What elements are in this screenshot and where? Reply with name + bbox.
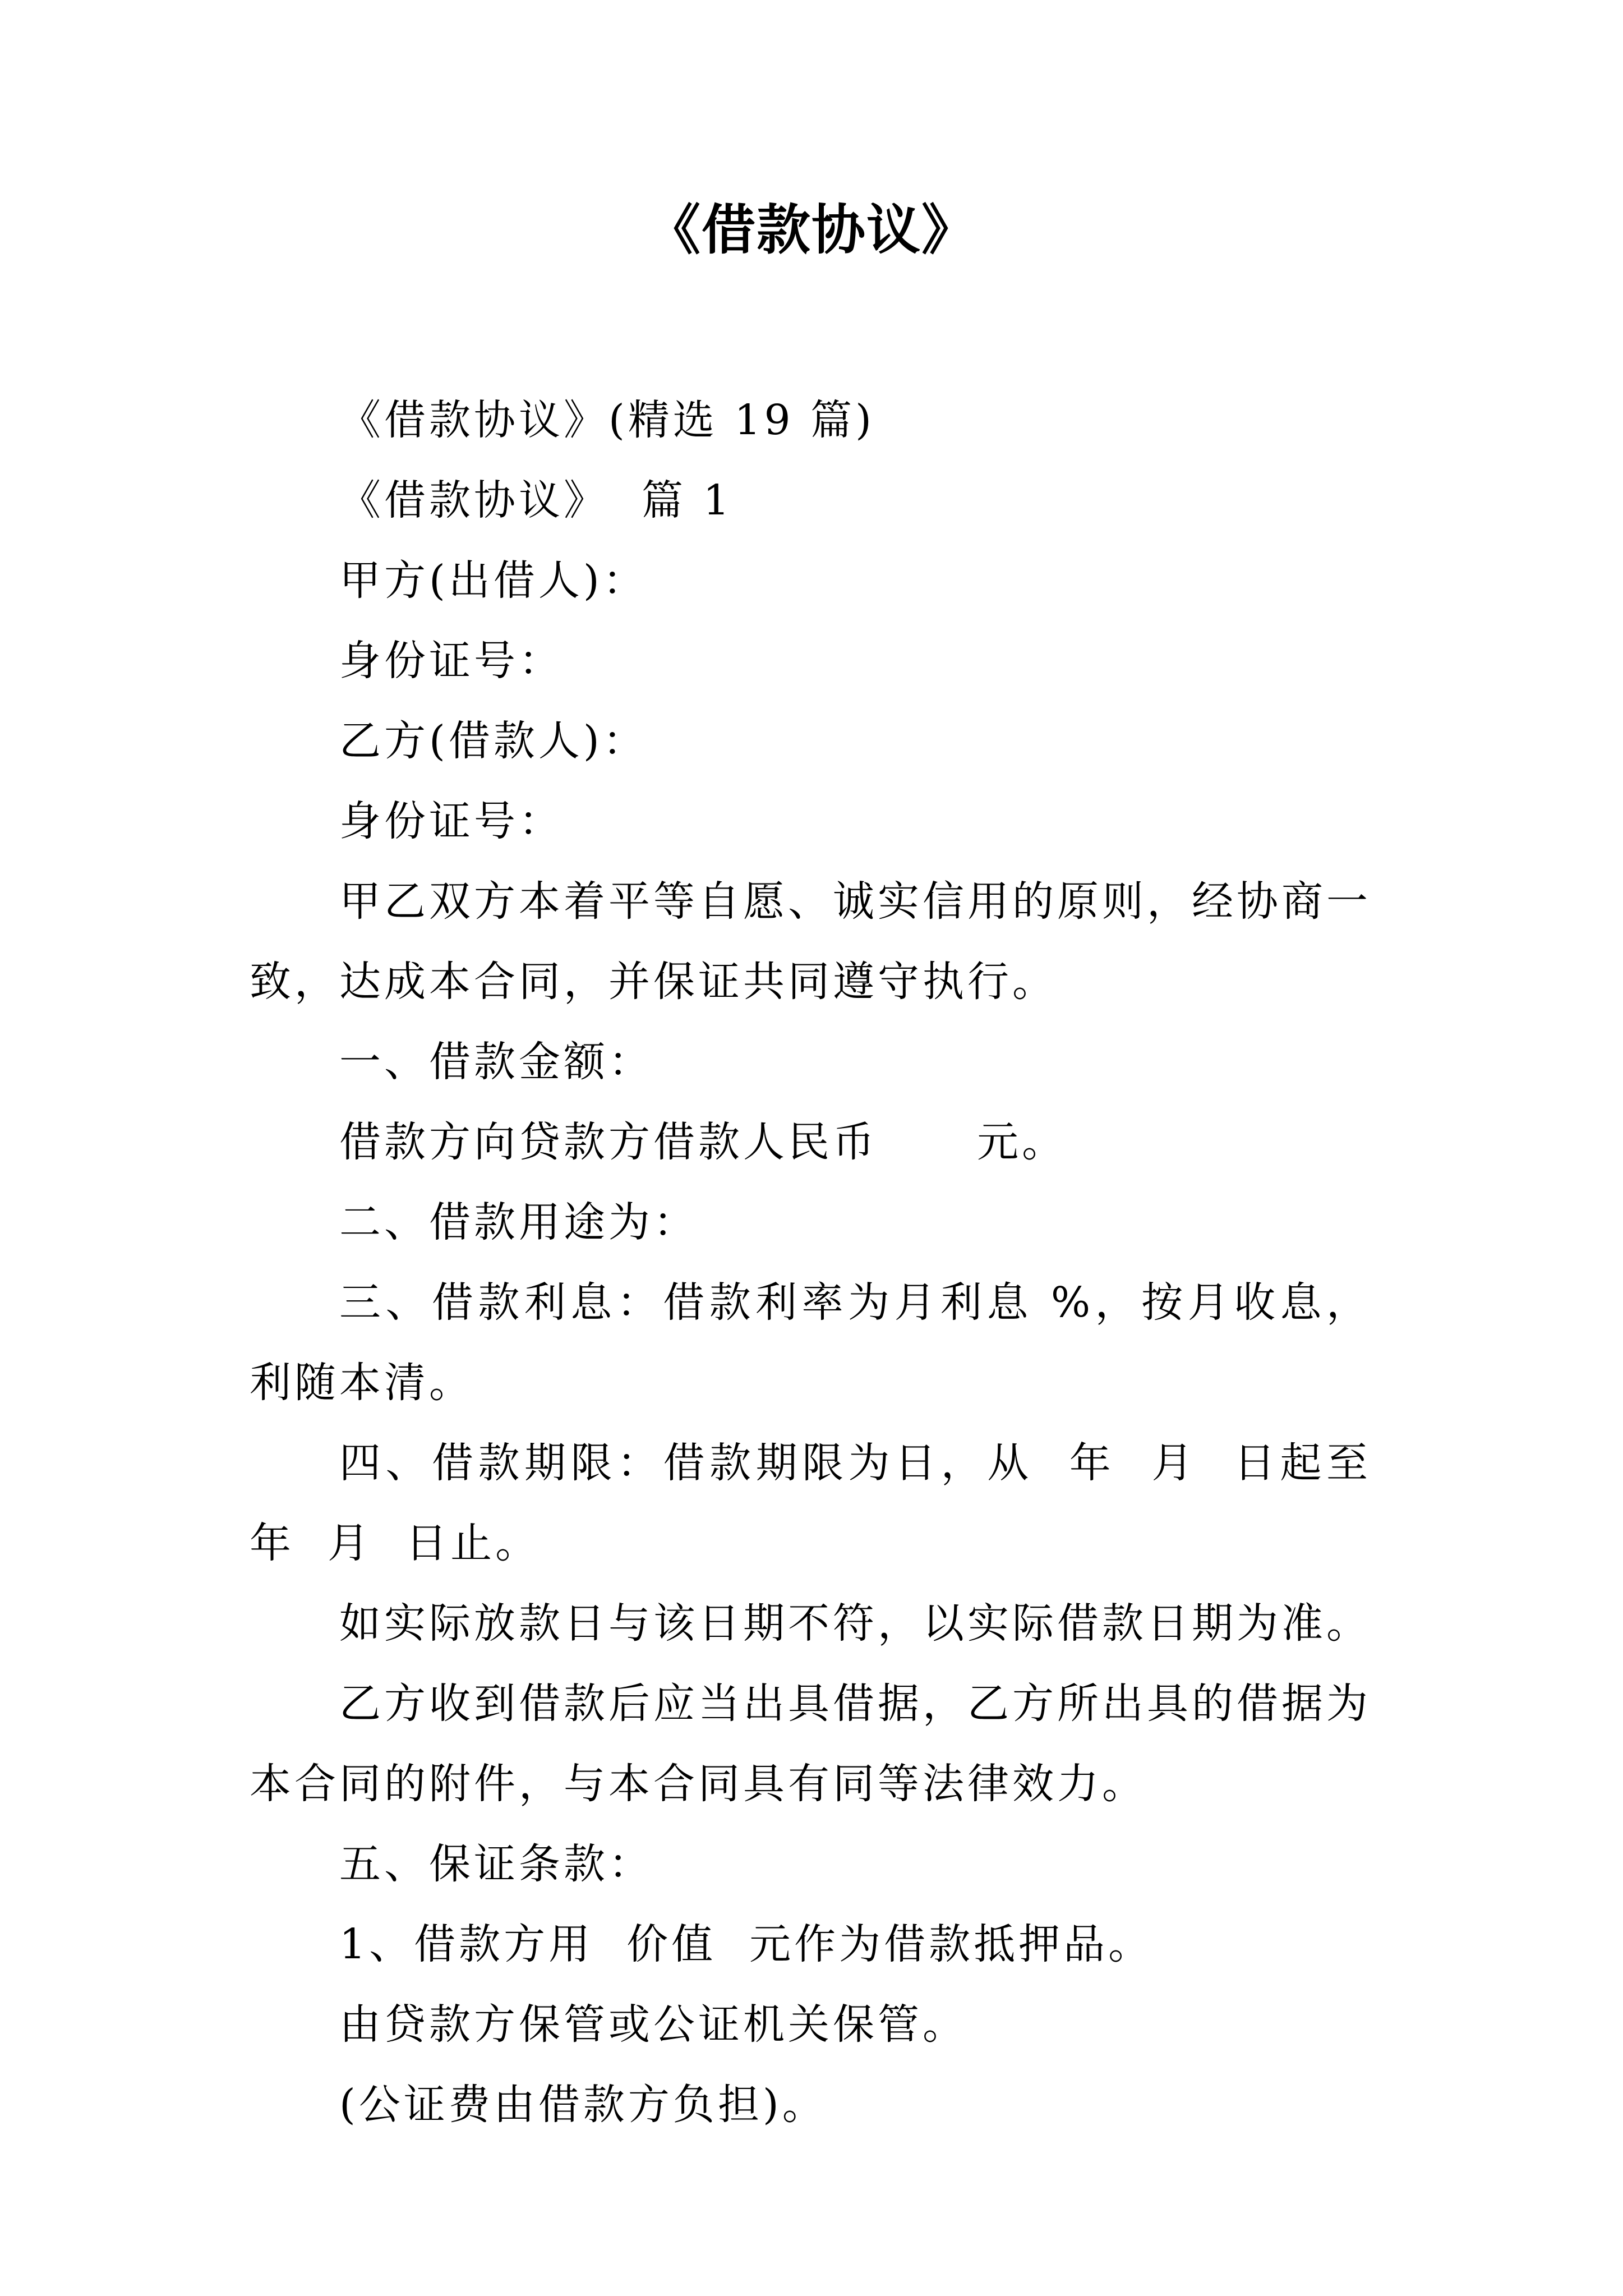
paragraph-clause-4-term: 四、借款期限：借款期限为日，从 年 月 日起至 年 月 日止。: [250, 1439, 1405, 1567]
paragraph-party-b-id: 身份证号：: [339, 797, 564, 845]
document-body: [250, 380, 1405, 2145]
paragraph-subtitle: 《借款协议》(精选 19 篇): [339, 396, 875, 444]
paragraph-clause-5-heading: 五、保证条款：: [339, 1840, 653, 1888]
paragraph-receipt: 乙方收到借款后应当出具借据，乙方所出具的借据为本合同的附件，与本合同具有同等法律效力。: [250, 1680, 1371, 1808]
paragraph-loan-amount: 借款方向贷款方借款人民币 元。: [339, 1118, 1067, 1166]
paragraph-clause-3-interest: 三、借款利息：借款利率为月利息 %，按月收息，利随本清。: [250, 1278, 1371, 1407]
paragraph-section-heading: 《借款协议》 篇 1: [339, 476, 733, 524]
paragraph-collateral: 1、借款方用 价值 元作为借款抵押品。: [339, 1920, 1154, 1968]
paragraph-notary-fee: (公证费由借款方负担)。: [339, 2081, 827, 2129]
paragraph-preamble: 甲乙双方本着平等自愿、诚实信用的原则，经协商一致，达成本合同，并保证共同遵守执行。: [250, 877, 1371, 1006]
paragraph-party-a-id: 身份证号：: [339, 637, 564, 685]
paragraph-actual-date: 如实际放款日与该日期不符，以实际借款日期为准。: [339, 1599, 1371, 1648]
document-title: 《借款协议》: [647, 198, 976, 261]
paragraph-party-b: 乙方(借款人)：: [339, 717, 648, 765]
paragraph-party-a: 甲方(出借人)：: [339, 556, 648, 605]
paragraph-custody: 由贷款方保管或公证机关保管。: [339, 2000, 967, 2049]
paragraph-clause-1-heading: 一、借款金额：: [339, 1038, 653, 1086]
paragraph-clause-2-purpose: 二、借款用途为：: [339, 1198, 698, 1246]
